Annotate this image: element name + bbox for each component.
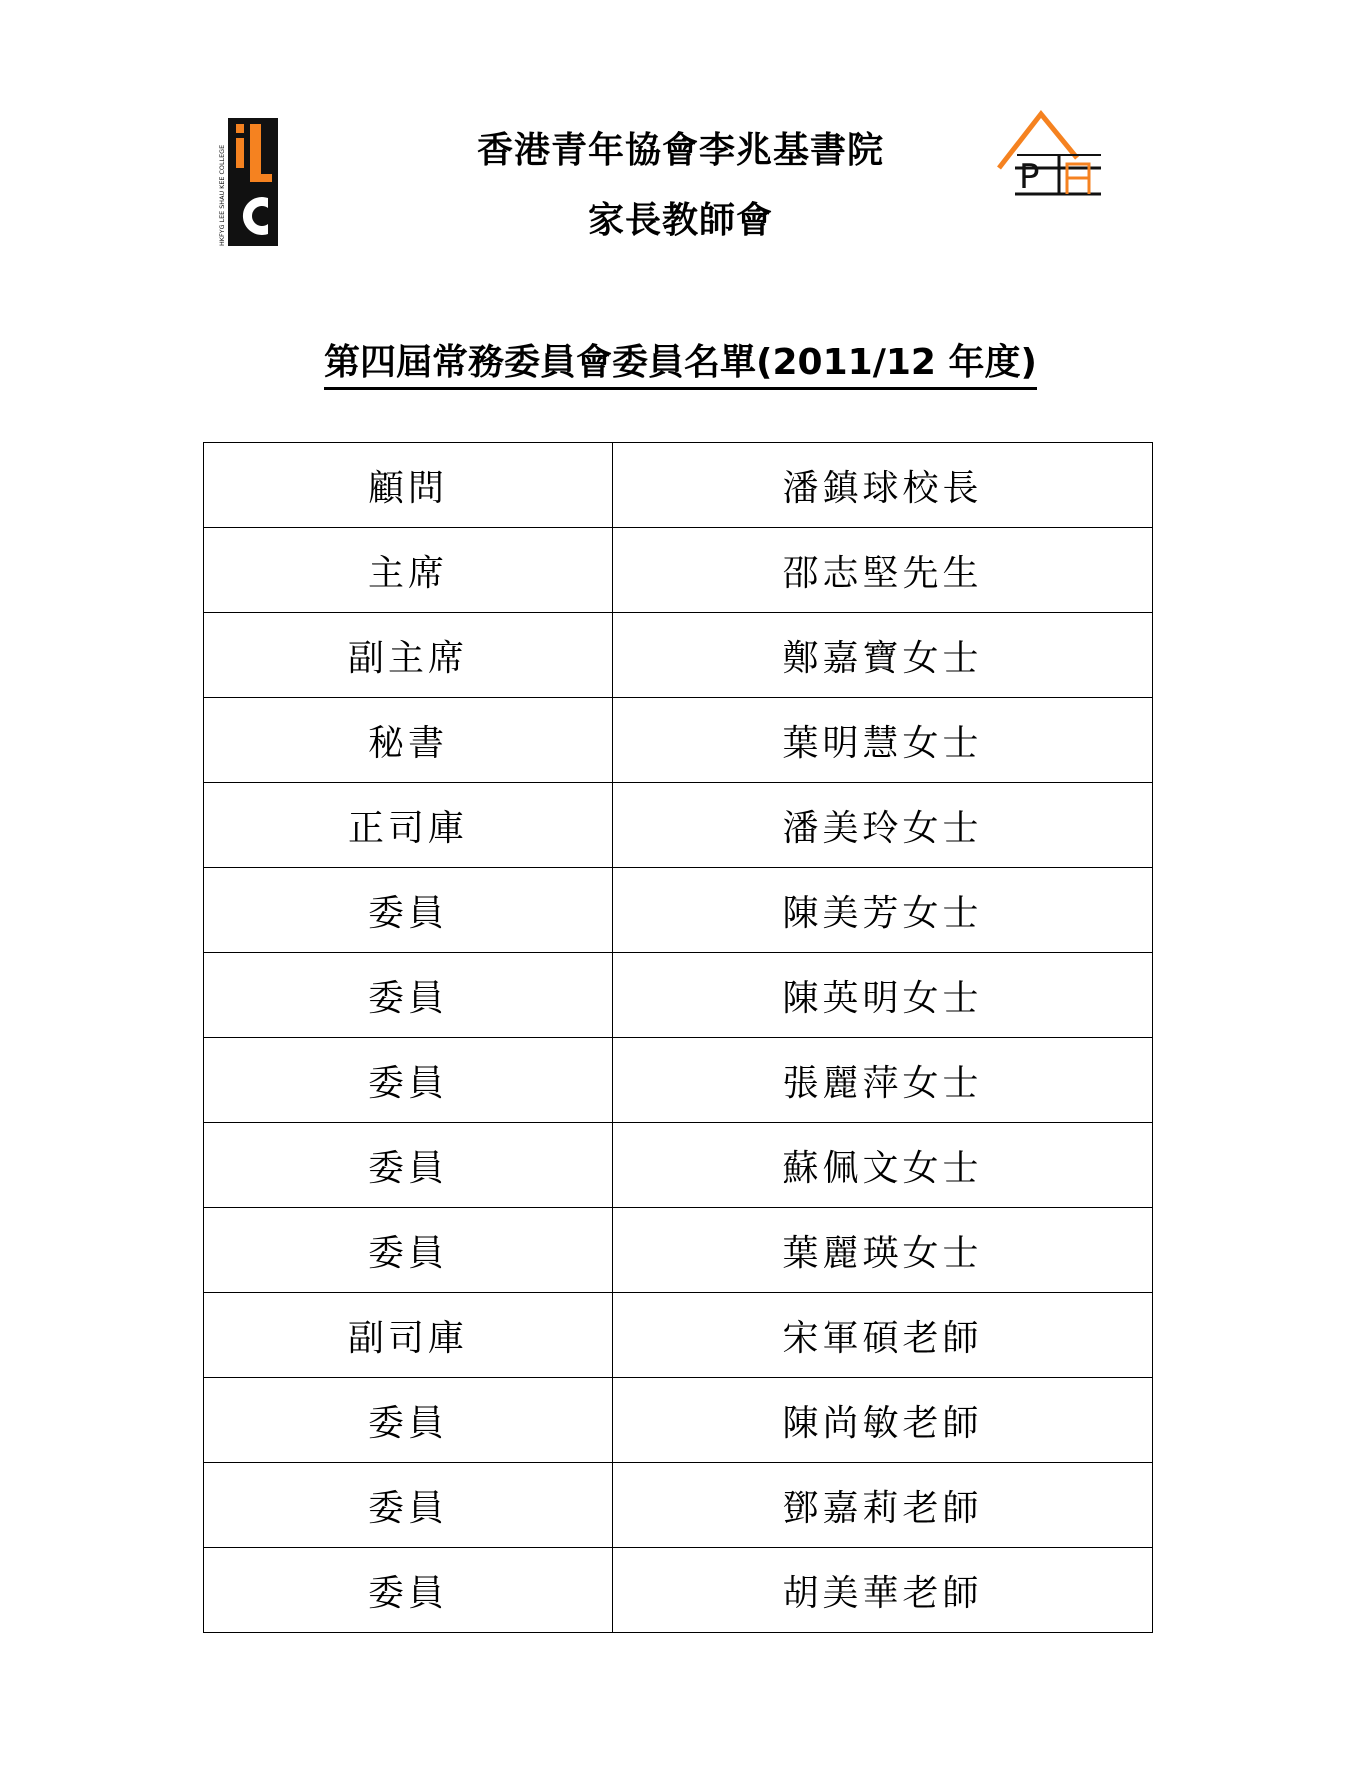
member-name-cell: 邵志堅先生 — [613, 528, 1153, 613]
member-name-cell: 鄧嘉莉老師 — [613, 1463, 1153, 1548]
table-row — [204, 1463, 1153, 1548]
role-cell: 委員 — [204, 1378, 613, 1463]
role-cell: 主席 — [204, 528, 613, 613]
table-row — [204, 1378, 1153, 1463]
table-row — [204, 698, 1153, 783]
role-cell: 委員 — [204, 1038, 613, 1123]
committee-table — [203, 442, 1153, 1633]
role-cell: 副司庫 — [204, 1293, 613, 1378]
association-name: 家長教師會 — [587, 200, 773, 241]
role-cell: 秘書 — [204, 698, 613, 783]
table-row — [204, 953, 1153, 1038]
role-cell: 委員 — [204, 953, 613, 1038]
role-cell: 委員 — [204, 868, 613, 953]
role-cell: 委員 — [204, 1548, 613, 1633]
member-name-cell: 葉麗瑛女士 — [613, 1208, 1153, 1293]
table-row — [204, 1208, 1153, 1293]
role-cell: 副主席 — [204, 613, 613, 698]
member-name-cell: 胡美華老師 — [613, 1548, 1153, 1633]
document-title: 第四屆常務委員會委員名單(2011/12 年度) — [324, 334, 1037, 390]
member-name-cell: 鄭嘉寶女士 — [613, 613, 1153, 698]
table-row — [204, 1293, 1153, 1378]
table-row — [204, 528, 1153, 613]
member-name-cell: 宋軍碩老師 — [613, 1293, 1153, 1378]
college-logo-vertical-text: HKFYG LEE SHAU KEE COLLEGE — [218, 144, 226, 246]
table-row — [204, 613, 1153, 698]
role-cell: 委員 — [204, 1208, 613, 1293]
role-cell: 正司庫 — [204, 783, 613, 868]
table-row — [204, 443, 1153, 528]
member-name-cell: 蘇佩文女士 — [613, 1123, 1153, 1208]
role-cell: 委員 — [204, 1463, 613, 1548]
role-cell: 委員 — [204, 1123, 613, 1208]
member-name-cell: 陳英明女士 — [613, 953, 1153, 1038]
role-cell: 顧問 — [204, 443, 613, 528]
member-name-cell: 葉明慧女士 — [613, 698, 1153, 783]
table-row — [204, 783, 1153, 868]
member-name-cell: 潘美玲女士 — [613, 783, 1153, 868]
document-title-wrapper — [0, 334, 1361, 390]
member-name-cell: 張麗萍女士 — [613, 1038, 1153, 1123]
member-name-cell: 陳尚敏老師 — [613, 1378, 1153, 1463]
member-name-cell: 潘鎮球校長 — [613, 443, 1153, 528]
member-name-cell: 陳美芳女士 — [613, 868, 1153, 953]
table-row — [204, 868, 1153, 953]
table-row — [204, 1548, 1153, 1633]
school-name: 香港青年協會李兆基書院 — [476, 130, 884, 171]
table-row — [204, 1123, 1153, 1208]
svg-text:P: P — [1019, 157, 1040, 197]
table-row — [204, 1038, 1153, 1123]
